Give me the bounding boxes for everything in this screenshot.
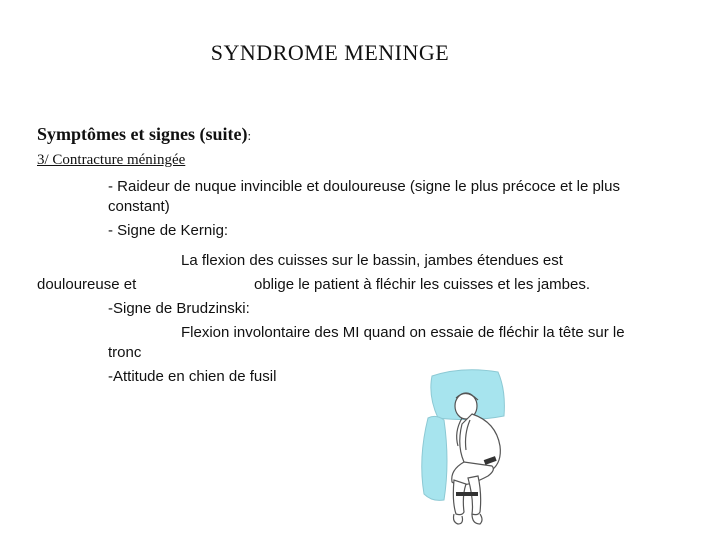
raideur-line-1: - Raideur de nuque invincible et douloureuse (signe le plus précoce et le plus	[108, 178, 620, 195]
chien-de-fusil-illustration	[392, 362, 524, 534]
slide-title: SYNDROME MENINGE	[210, 40, 450, 65]
ankle-strap	[456, 492, 478, 496]
attitude-line: -Attitude en chien de fusil	[108, 368, 277, 385]
kernig-line-1: La flexion des cuisses sur le bassin, jambes étendues est	[181, 252, 563, 269]
raideur-line-2: constant)	[108, 198, 170, 215]
brudzinski-line-2: tronc	[108, 344, 142, 361]
brudzinski-line-1: Flexion involontaire des MI quand on essaie de fléchir la tête sur le	[181, 324, 625, 341]
kernig-line-2b: oblige le patient à fléchir les cuisses et les jambes.	[254, 276, 591, 293]
subtitle-text: Symptômes et signes (suite)	[37, 124, 248, 144]
mattress-shape	[422, 416, 447, 500]
section-heading: 3/ Contracture méningée	[37, 152, 186, 168]
subtitle-colon: :	[247, 128, 252, 143]
brudzinski-label: -Signe de Brudzinski:	[108, 300, 250, 317]
kernig-label: - Signe de Kernig:	[108, 222, 229, 239]
slide-subtitle	[37, 124, 251, 145]
kernig-line-2a: douloureuse et	[37, 276, 137, 293]
